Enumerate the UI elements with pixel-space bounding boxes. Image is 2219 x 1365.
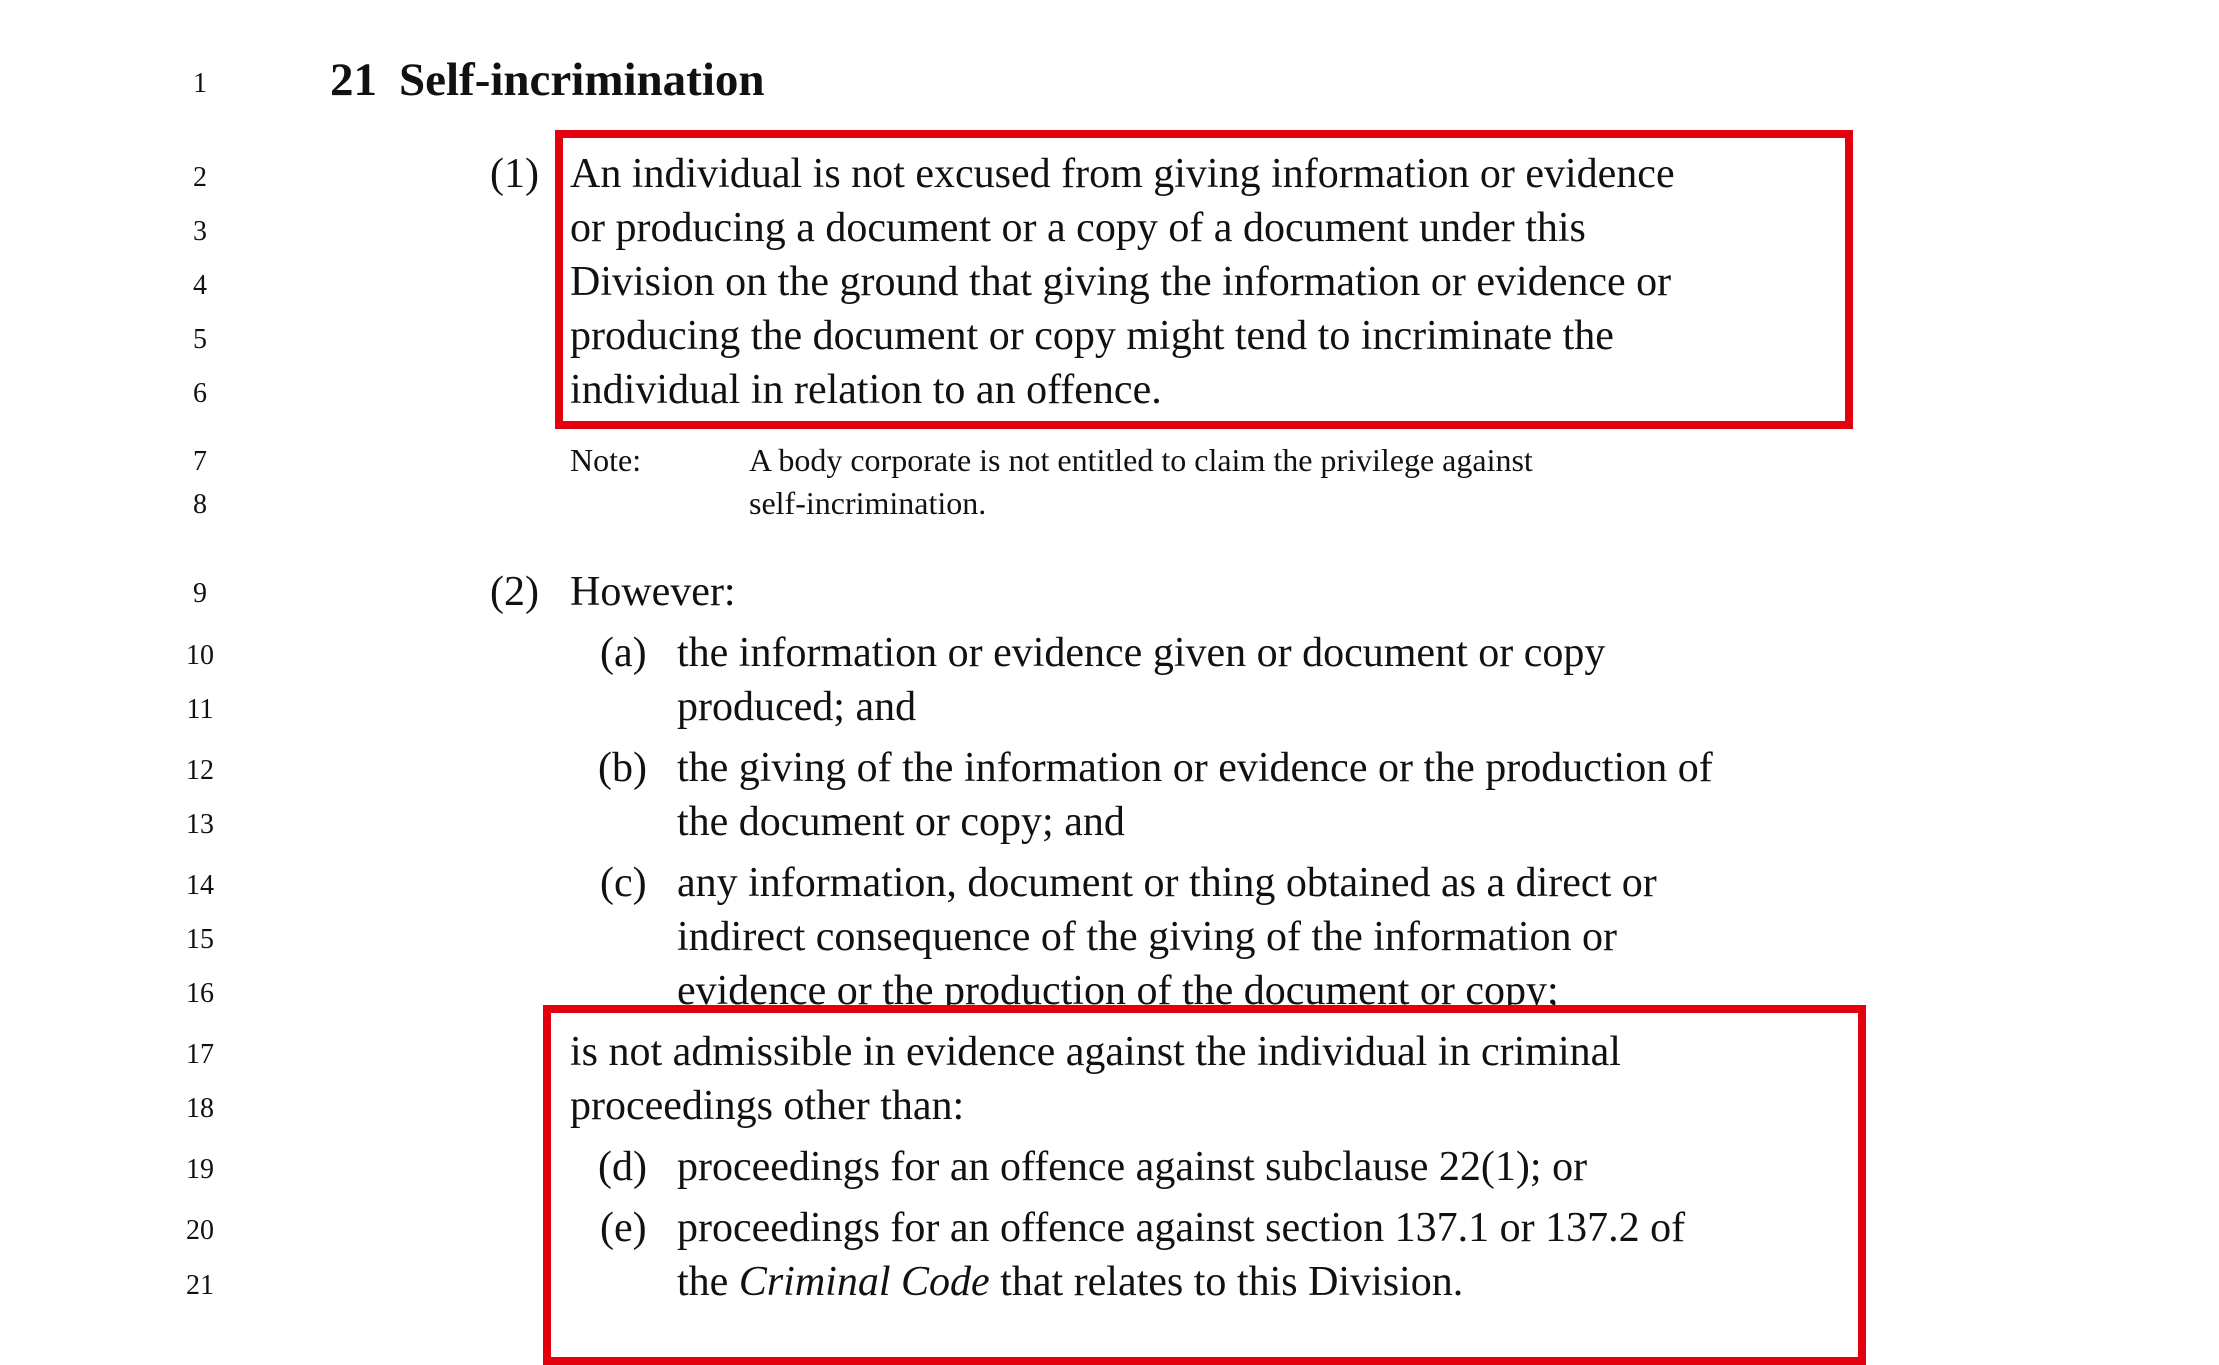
subsection-2-intro: However: bbox=[570, 569, 736, 615]
exception-text: that relates to this Division. bbox=[989, 1259, 1464, 1305]
line-number: 18 bbox=[186, 1093, 214, 1124]
line-number: 8 bbox=[193, 489, 207, 520]
section-title: Self-incrimination bbox=[399, 54, 765, 106]
exception-line: proceedings for an offence against subclause 22(1); or bbox=[677, 1144, 1588, 1190]
paragraph-line: the document or copy; and bbox=[677, 799, 1125, 845]
note-line: A body corporate is not entitled to claim the privilege against bbox=[749, 442, 1533, 478]
line-number: 12 bbox=[186, 755, 214, 786]
section-heading bbox=[330, 50, 765, 110]
line-number: 3 bbox=[193, 216, 207, 247]
line-number: 2 bbox=[193, 162, 207, 193]
continuation-line: is not admissible in evidence against the individual in criminal bbox=[570, 1029, 1621, 1075]
exception-text: the bbox=[677, 1259, 739, 1305]
line-number: 15 bbox=[186, 924, 214, 955]
line-number: 16 bbox=[186, 978, 214, 1009]
exception-label: (d) bbox=[598, 1144, 647, 1190]
line-number: 5 bbox=[193, 324, 207, 355]
paragraph-line: any information, document or thing obtained as a direct or bbox=[677, 860, 1657, 906]
paragraph-line: produced; and bbox=[677, 684, 917, 730]
paragraph-line: evidence or the production of the document or copy; bbox=[677, 968, 1559, 1014]
line-number: 17 bbox=[186, 1039, 214, 1070]
line-number: 10 bbox=[186, 640, 214, 671]
line-number: 14 bbox=[186, 870, 214, 901]
paragraph-label: (b) bbox=[598, 745, 647, 791]
paragraph-label: (a) bbox=[600, 630, 647, 676]
exception-label: (e) bbox=[600, 1205, 647, 1251]
line-number: 19 bbox=[186, 1154, 214, 1185]
paragraph-line: the information or evidence given or document or copy bbox=[677, 630, 1606, 676]
line-number: 13 bbox=[186, 809, 214, 840]
paragraph-line: the giving of the information or evidence or the production of bbox=[677, 745, 1713, 791]
subsection-1-line: An individual is not excused from giving information or evidence bbox=[570, 151, 1675, 197]
note-label: Note: bbox=[570, 442, 642, 478]
subsection-1-line: or producing a document or a copy of a document under this bbox=[570, 205, 1586, 251]
note-line: self-incrimination. bbox=[749, 485, 987, 521]
subsection-1-line: individual in relation to an offence. bbox=[570, 367, 1162, 413]
line-number: 6 bbox=[193, 378, 207, 409]
paragraph-line: indirect consequence of the giving of the information or bbox=[677, 914, 1618, 960]
line-number: 20 bbox=[186, 1215, 214, 1246]
line-number: 9 bbox=[193, 578, 207, 609]
line-number: 4 bbox=[193, 270, 207, 301]
subsection-1-label: (1) bbox=[490, 151, 539, 197]
line-number: 7 bbox=[193, 446, 207, 477]
subsection-1-line: producing the document or copy might tend to incriminate the bbox=[570, 313, 1614, 359]
act-title: Criminal Code bbox=[738, 1259, 990, 1305]
subsection-1-line: Division on the ground that giving the information or evidence or bbox=[570, 259, 1672, 305]
continuation-line: proceedings other than: bbox=[570, 1083, 965, 1129]
exception-line bbox=[677, 1255, 1463, 1309]
line-number: 1 bbox=[193, 68, 207, 99]
exception-line: proceedings for an offence against section 137.1 or 137.2 of bbox=[677, 1205, 1686, 1251]
paragraph-label: (c) bbox=[600, 860, 647, 906]
line-number: 21 bbox=[186, 1270, 214, 1301]
section-number: 21 bbox=[330, 54, 377, 106]
subsection-2-label: (2) bbox=[490, 569, 539, 615]
line-number: 11 bbox=[186, 694, 214, 725]
